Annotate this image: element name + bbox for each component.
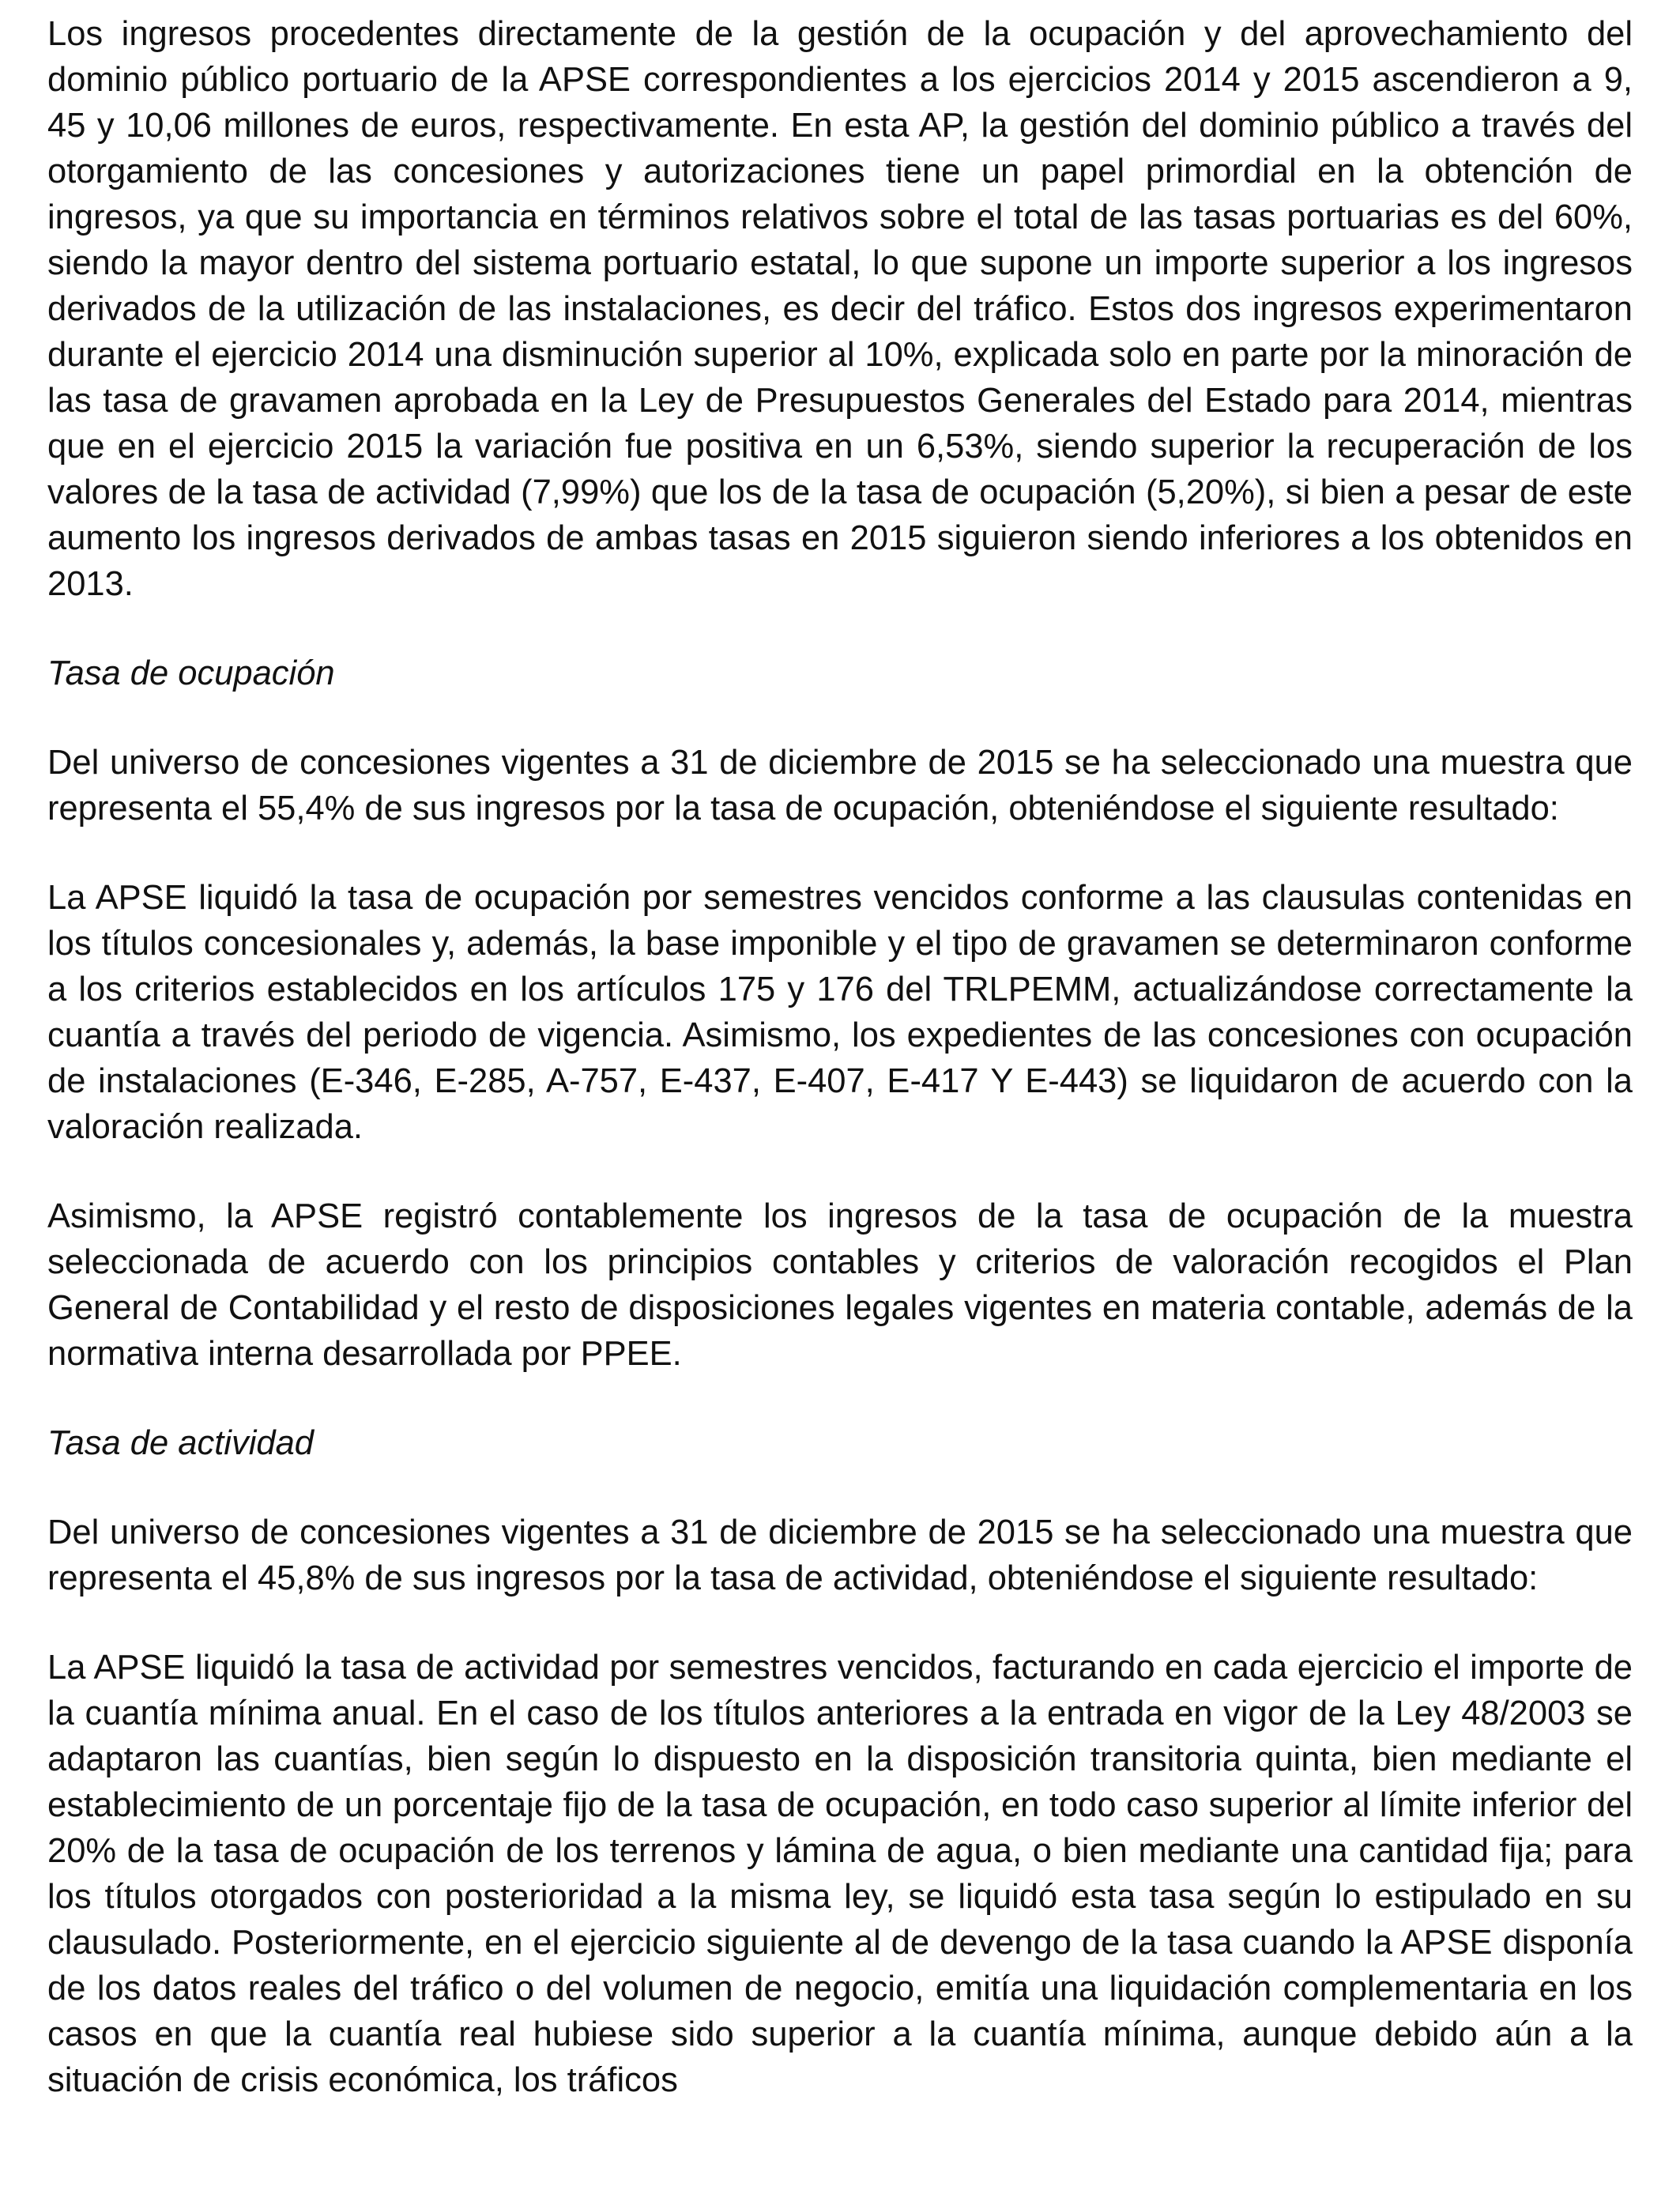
paragraph-liquidacion-actividad: La APSE liquidó la tasa de actividad por semestres vencidos, facturando en cada ejercicio el importe de la cuantía mínima anual. En el caso de los títulos anteriores a la entrada en vigor de la Ley 48/2003 se adaptaron las cuantías, bien según lo dispuesto en la disposición transitoria quinta, bien mediante el establecimiento de un porcentaje fijo de la tasa de ocupación, en todo caso superior al límite inferior del 20% de la tasa de ocupación de los terrenos y lámina de agua, o bien mediante una cantidad fija; para los títulos otorgados con posterioridad a la misma ley, se liquidó esta tasa según lo estipulado en su clausulado. Posteriormente, en el ejercicio siguiente al de devengo de la tasa cuando la APSE disponía de los datos reales del tráfico o del volumen de negocio, emitía una liquidación complementaria en los casos en que la cuantía real hubiese sido superior a la cuantía mínima, aunque debido aún a la situación de crisis económica, los tráficos (47, 1649, 1633, 2099)
paragraph-muestra-ocupacion: Del universo de concesiones vigentes a 31 de diciembre de 2015 se ha seleccionado una muestra que representa el 55,4% de sus ingresos por la tasa de ocupación, obteniéndose el siguiente resultado: (47, 744, 1633, 827)
paragraph-ingresos-dominio-publico: Los ingresos procedentes directamente de la gestión de la ocupación y del aprovechamiento del dominio público portuario de la APSE correspondientes a los ejercicios 2014 y 2015 ascendieron a 9, 45 y 10,06 millones de euros, respectivamente. En esta AP, la gestión del dominio público a través del otorgamiento de las concesiones y autorizaciones tiene un papel primordial en la obtención de ingresos, ya que su importancia en términos relativos sobre el total de las tasas portuarias es del 60%, siendo la mayor dentro del sistema portuario estatal, lo que supone un importe superior a los ingresos derivados de la utilización de las instalaciones, es decir del tráfico. Estos dos ingresos experimentaron durante el ejercicio 2014 una disminución superior al 10%, explicada solo en parte por la minoración de las tasa de gravamen aprobada en la Ley de Presupuestos Generales del Estado para 2014, mientras que en el ejercicio 2015 la variación fue positiva en un 6,53%, siendo superior la recuperación de los valores de la tasa de actividad (7,99%) que los de la tasa de ocupación (5,20%), si bien a pesar de este aumento los ingresos derivados de ambas tasas en 2015 siguieron siendo inferiores a los obtenidos en 2013. (47, 15, 1633, 603)
document-page (47, 11, 1633, 2103)
paragraph-liquidacion-ocupacion: La APSE liquidó la tasa de ocupación por semestres vencidos conforme a las clausulas contenidas en los títulos concesionales y, además, la base imponible y el tipo de gravamen se determinaron conforme a los criterios establecidos en los artículos 175 y 176 del TRLPEMM, actualizándose correctamente la cuantía a través del periodo de vigencia. Asimismo, los expedientes de las concesiones con ocupación de instalaciones (E-346, E-285, A-757, E-437, E-407, E-417 Y E-443) se liquidaron de acuerdo con la valoración realizada. (47, 879, 1633, 1146)
paragraph-muestra-actividad: Del universo de concesiones vigentes a 31 de diciembre de 2015 se ha seleccionado una muestra que representa el 45,8% de sus ingresos por la tasa de actividad, obteniéndose el siguiente resultado: (47, 1514, 1633, 1597)
heading-tasa-actividad: Tasa de actividad (47, 1424, 314, 1462)
paragraph-registro-contable: Asimismo, la APSE registró contablemente los ingresos de la tasa de ocupación de la muestra seleccionada de acuerdo con los principios contables y criterios de valoración recogidos el Plan General de Contabilidad y el resto de disposiciones legales vigentes en materia contable, además de la normativa interna desarrollada por PPEE. (47, 1197, 1633, 1373)
heading-tasa-ocupacion: Tasa de ocupación (47, 654, 335, 692)
